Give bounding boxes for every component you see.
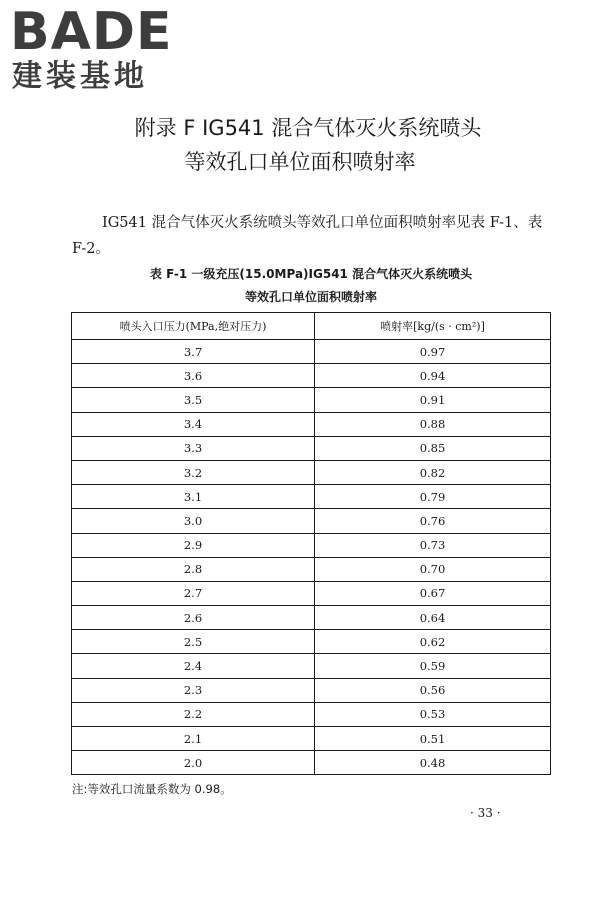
table-row [72, 388, 551, 412]
discharge-rate-table [71, 312, 551, 775]
table-row [72, 630, 551, 654]
table-row [72, 751, 551, 775]
table-row [72, 364, 551, 388]
rate-cell: 0.64 [315, 606, 551, 630]
rate-cell: 0.59 [315, 654, 551, 678]
page-number: · 33 · [470, 806, 501, 820]
pressure-cell: 2.0 [72, 751, 315, 775]
pressure-cell: 2.5 [72, 630, 315, 654]
rate-cell: 0.70 [315, 557, 551, 581]
appendix-title-line2: 等效孔口单位面积喷射率 [184, 150, 416, 174]
table-caption-line2: 等效孔口单位面积喷射率 [244, 290, 377, 304]
pressure-cell: 2.4 [72, 654, 315, 678]
rate-cell: 0.67 [315, 581, 551, 605]
rate-cell: 0.88 [315, 412, 551, 436]
header-rate: 喷射率[kg/(s · cm²)] [315, 313, 551, 340]
table-row [72, 654, 551, 678]
pressure-cell: 3.0 [72, 509, 315, 533]
pressure-cell: 3.1 [72, 485, 315, 509]
table-caption-line1: 表 F-1 一级充压(15.0MPa)IG541 混合气体灭火系统喷头 [149, 267, 473, 281]
pressure-cell: 3.3 [72, 436, 315, 460]
table-row [72, 485, 551, 509]
pressure-cell: 2.1 [72, 727, 315, 751]
pressure-cell: 2.2 [72, 702, 315, 726]
pressure-cell: 3.4 [72, 412, 315, 436]
table-row [72, 606, 551, 630]
brand-logo [10, 4, 180, 96]
table-row [72, 509, 551, 533]
rate-cell: 0.48 [315, 751, 551, 775]
pressure-cell: 2.3 [72, 678, 315, 702]
table-row [72, 533, 551, 557]
table-row [72, 678, 551, 702]
table-header-row [72, 313, 551, 340]
pressure-cell: 3.6 [72, 364, 315, 388]
table-body [72, 340, 551, 775]
table-note: 注:等效孔口流量系数为 0.98。 [72, 782, 232, 796]
rate-cell: 0.51 [315, 727, 551, 751]
table-row [72, 581, 551, 605]
pressure-cell: 3.2 [72, 460, 315, 484]
table-row [72, 412, 551, 436]
rate-cell: 0.62 [315, 630, 551, 654]
rate-cell: 0.56 [315, 678, 551, 702]
pressure-cell: 2.7 [72, 581, 315, 605]
rate-cell: 0.97 [315, 340, 551, 364]
rate-cell: 0.85 [315, 436, 551, 460]
rate-cell: 0.76 [315, 509, 551, 533]
rate-cell: 0.94 [315, 364, 551, 388]
table-row [72, 557, 551, 581]
rate-cell: 0.91 [315, 388, 551, 412]
rate-cell: 0.53 [315, 702, 551, 726]
appendix-title-line1: 附录 F IG541 混合气体灭火系统喷头 [134, 116, 482, 140]
pressure-cell: 3.7 [72, 340, 315, 364]
table-row [72, 340, 551, 364]
pressure-cell: 3.5 [72, 388, 315, 412]
table-row [72, 727, 551, 751]
table-row [72, 460, 551, 484]
pressure-cell: 2.6 [72, 606, 315, 630]
pressure-cell: 2.9 [72, 533, 315, 557]
table-row [72, 436, 551, 460]
rate-cell: 0.73 [315, 533, 551, 557]
pressure-cell: 2.8 [72, 557, 315, 581]
intro-paragraph: IG541 混合气体灭火系统喷头等效孔口单位面积喷射率见表 F-1、表 F-2。 [72, 215, 543, 257]
logo-chinese-text: 建装基地 [12, 59, 148, 94]
table-row [72, 702, 551, 726]
rate-cell: 0.82 [315, 460, 551, 484]
logo-wordmark: BADE [10, 2, 173, 62]
rate-cell: 0.79 [315, 485, 551, 509]
header-pressure: 喷头入口压力(MPa,绝对压力) [72, 313, 315, 340]
